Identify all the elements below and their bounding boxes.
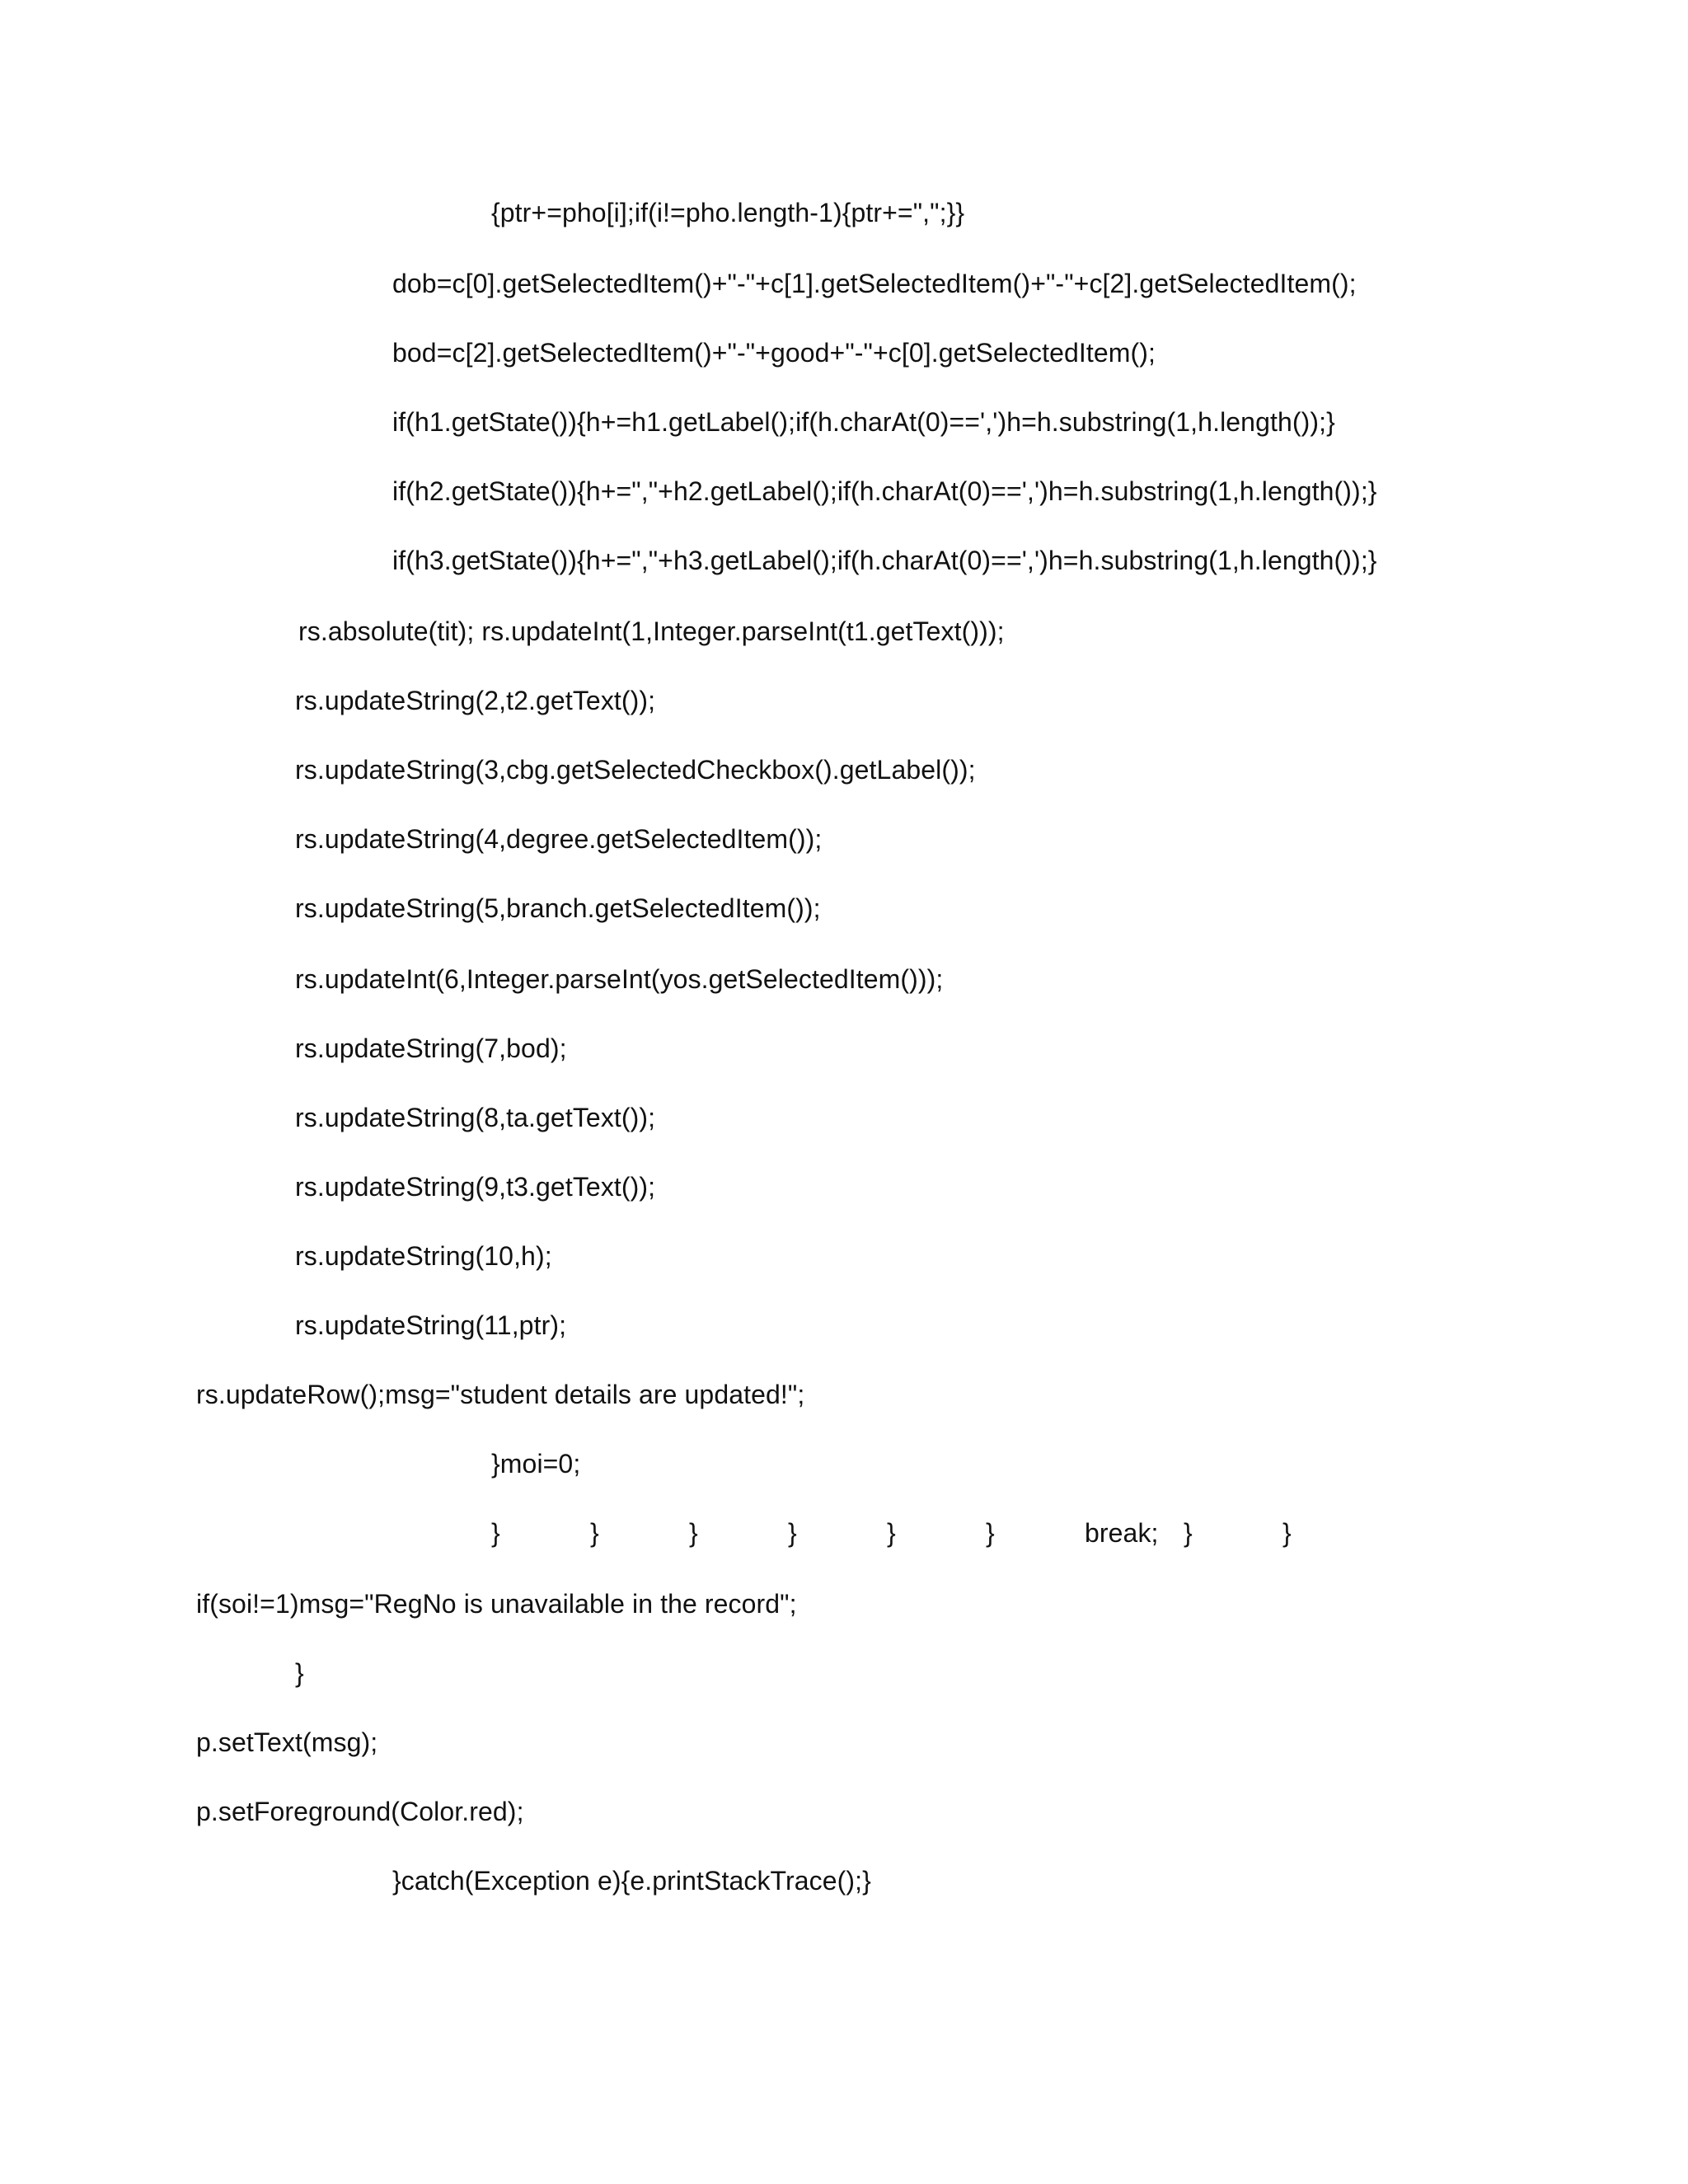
brace-8: } — [1282, 1518, 1292, 1548]
code-line-12: rs.updateInt(6,Integer.parseInt(yos.getSelectedItem())); — [295, 964, 944, 994]
code-line-22: p.setText(msg); — [196, 1727, 378, 1757]
code-line-24: }catch(Exception e){e.printStackTrace();} — [392, 1866, 871, 1896]
code-line-21: } — [295, 1658, 304, 1688]
brace-2: } — [590, 1518, 599, 1548]
break-statement: break; — [1085, 1518, 1159, 1548]
code-line-17: rs.updateString(11,ptr); — [295, 1310, 567, 1340]
code-line-19: }moi=0; — [491, 1449, 581, 1479]
brace-4: } — [788, 1518, 797, 1548]
code-line-14: rs.updateString(8,ta.getText()); — [295, 1103, 656, 1132]
code-line-23: p.setForeground(Color.red); — [196, 1797, 524, 1826]
brace-1: } — [491, 1518, 500, 1548]
code-line-10: rs.updateString(4,degree.getSelectedItem()); — [295, 824, 823, 854]
code-line-1: {ptr+=pho[i];if(i!=pho.length-1){ptr+=",";}} — [491, 198, 965, 227]
brace-3: } — [689, 1518, 698, 1548]
code-line-5: if(h2.getState()){h+=","+h2.getLabel();if(h.charAt(0)==',')h=h.substring(1,h.length());} — [392, 476, 1377, 506]
code-line-7: rs.absolute(tit); rs.updateInt(1,Integer.parseInt(t1.getText())); — [298, 616, 1005, 646]
code-line-13: rs.updateString(7,bod); — [295, 1033, 567, 1063]
code-line-4: if(h1.getState()){h+=h1.getLabel();if(h.charAt(0)==',')h=h.substring(1,h.length());} — [392, 407, 1335, 437]
brace-7: } — [1184, 1518, 1193, 1548]
code-line-11: rs.updateString(5,branch.getSelectedItem()); — [295, 893, 821, 923]
code-line-16: rs.updateString(10,h); — [295, 1241, 552, 1271]
brace-5: } — [887, 1518, 896, 1548]
closing-braces-row — [0, 1515, 1688, 1551]
code-line-3: bod=c[2].getSelectedItem()+"-"+good+"-"+c[0].getSelectedItem(); — [392, 338, 1156, 368]
code-line-15: rs.updateString(9,t3.getText()); — [295, 1172, 656, 1202]
code-line-20: if(soi!=1)msg="RegNo is unavailable in the record"; — [196, 1589, 797, 1619]
code-line-9: rs.updateString(3,cbg.getSelectedCheckbox().getLabel()); — [295, 755, 976, 785]
brace-6: } — [986, 1518, 995, 1548]
code-line-2: dob=c[0].getSelectedItem()+"-"+c[1].getSelectedItem()+"-"+c[2].getSelectedItem(); — [392, 269, 1357, 298]
code-line-18: rs.updateRow();msg="student details are updated!"; — [196, 1380, 805, 1409]
code-line-6: if(h3.getState()){h+=","+h3.getLabel();if(h.charAt(0)==',')h=h.substring(1,h.length());} — [392, 546, 1377, 575]
code-line-8: rs.updateString(2,t2.getText()); — [295, 686, 656, 715]
